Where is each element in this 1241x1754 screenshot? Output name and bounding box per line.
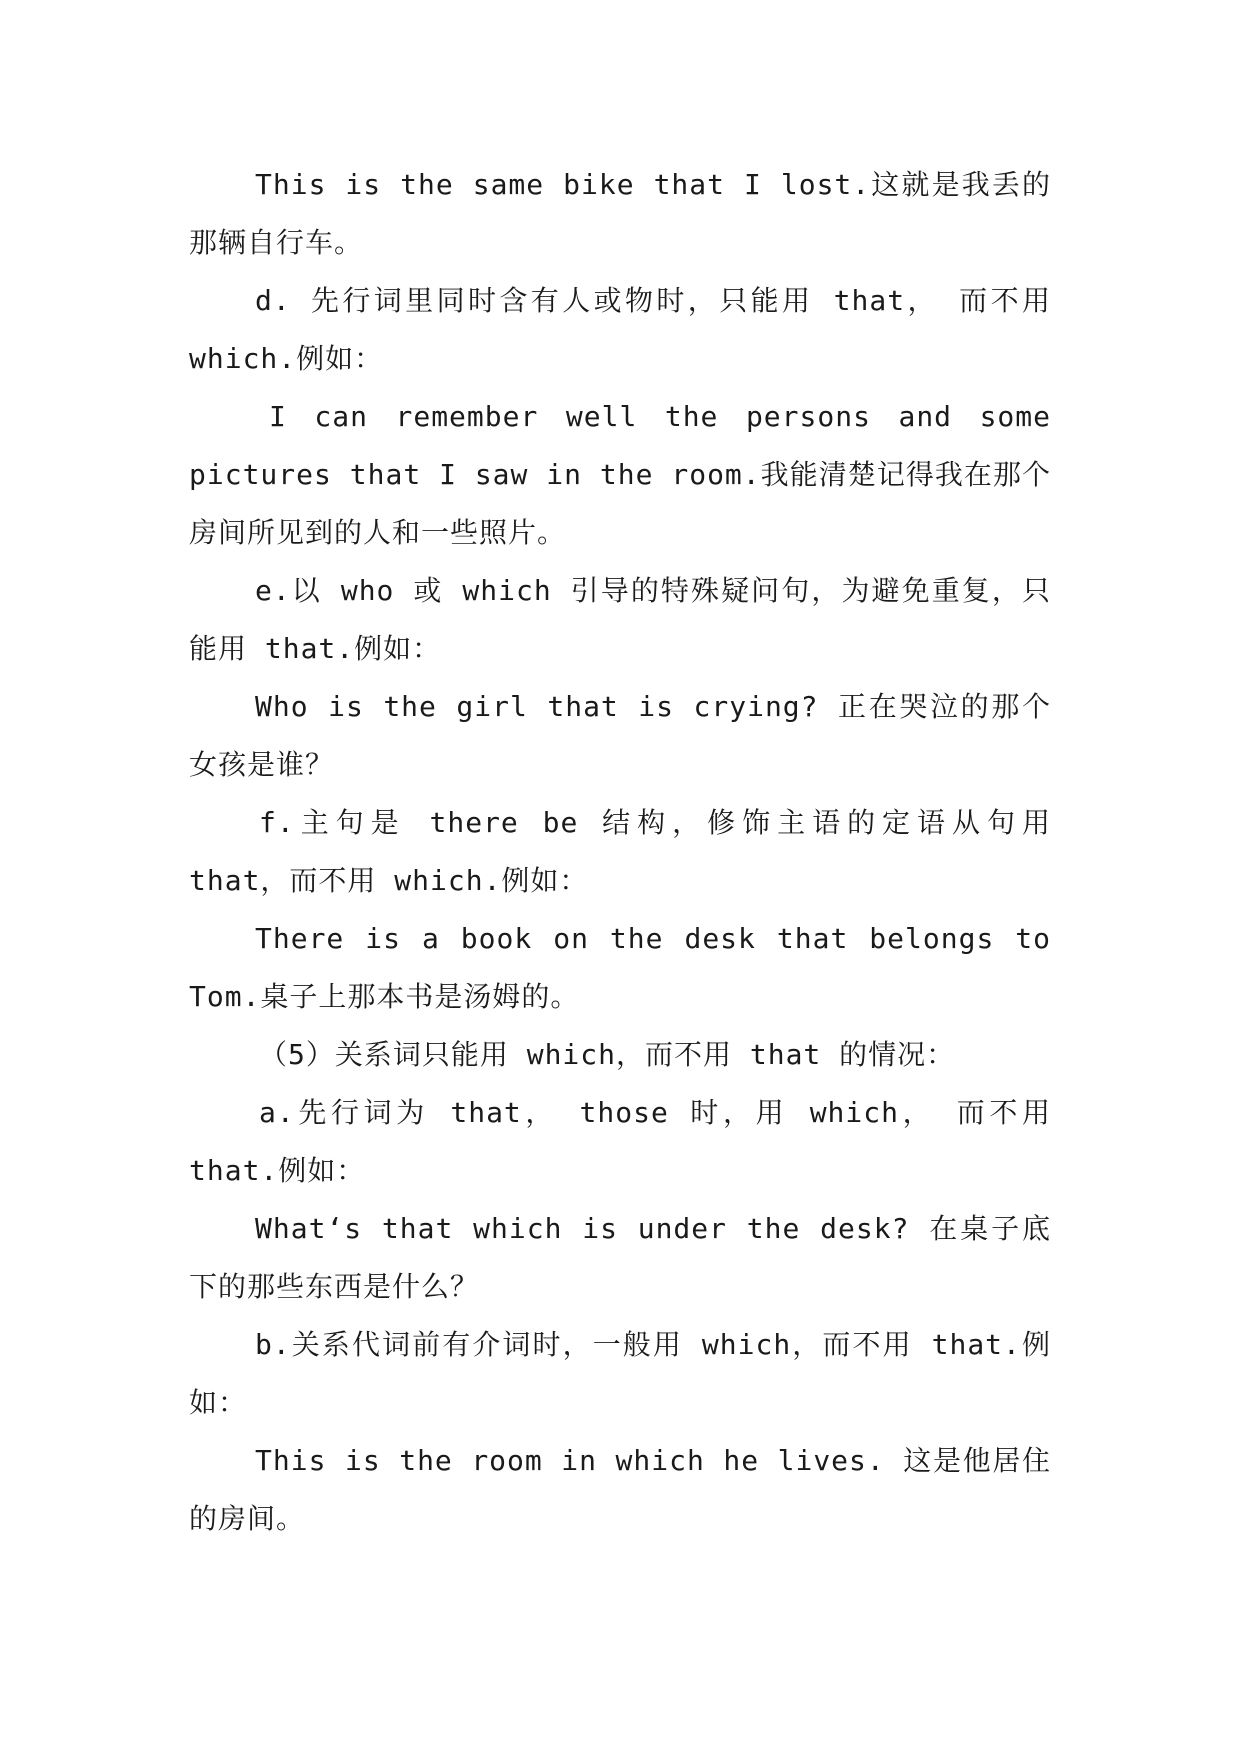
example-sentence-room-lives: This is the room in which he lives. 这是他居住的房间。 <box>189 1444 1051 1535</box>
example-sentence-same-bike: This is the same bike that I lost.这就是我丢的那辆自行车。 <box>189 168 1051 259</box>
rule-f-paragraph: f.主句是 there be 结构，修饰主语的定语从句用 that，而不用 which.例如： <box>189 806 1051 897</box>
example-sentence-under-desk: What‘s that which is under the desk? 在桌子底下的那些东西是什么？ <box>189 1212 1051 1303</box>
section-5-heading: （5）关系词只能用 which，而不用 that 的情况： <box>259 1038 956 1071</box>
rule-d-paragraph: d. 先行词里同时含有人或物时，只能用 that， 而不用 which.例如： <box>189 284 1051 375</box>
example-sentence-persons-pictures: I can remember well the persons and some pictures that I saw in the room.我能清楚记得我在那个房间所见到的人和一些照片。 <box>189 400 1051 549</box>
example-sentence-girl-crying: Who is the girl that is crying? 正在哭泣的那个女孩是谁？ <box>189 690 1051 781</box>
rule-b-paragraph: b.关系代词前有介词时，一般用 which，而不用 that.例如： <box>189 1328 1051 1419</box>
document-page <box>189 156 1051 1548</box>
rule-e-paragraph: e.以 who 或 which 引导的特殊疑问句，为避免重复，只能用 that.例如： <box>189 574 1051 665</box>
rule-a-paragraph: a.先行词为 that， those 时，用 which， 而不用 that.例如： <box>189 1096 1051 1187</box>
example-sentence-book-desk: There is a book on the desk that belongs to Tom.桌子上那本书是汤姆的。 <box>189 922 1051 1013</box>
